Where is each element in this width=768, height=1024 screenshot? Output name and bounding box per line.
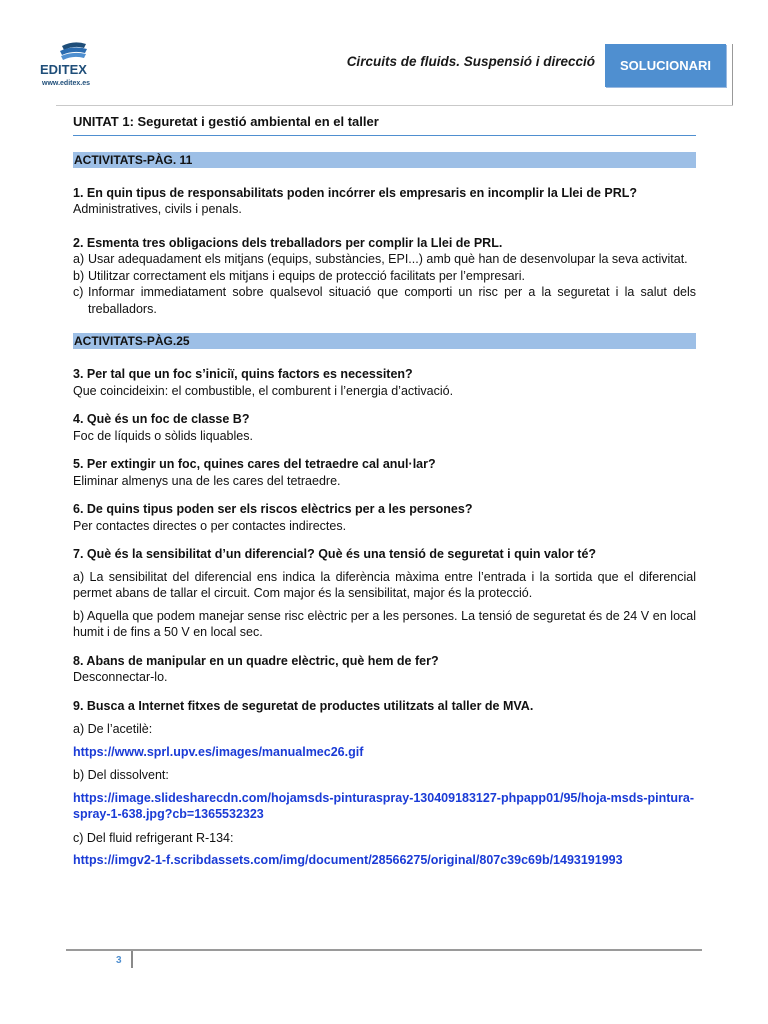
question-2: 2. Esmenta tres obligacions dels treballadors per complir la Llei de PRL. [73, 235, 503, 250]
question-9: 9. Busca a Internet fitxes de seguretat de productes utilitzats al taller de MVA. [73, 698, 534, 713]
answer-2-item [73, 284, 696, 317]
section-band-p25: ACTIVITATS-PÀG.25 [73, 333, 696, 349]
answer-9c-link[interactable]: https://imgv2-1-f.scribdassets.com/img/document/28566275/original/807c39c69b/1493191993 [73, 853, 623, 867]
question-7: 7. Què és la sensibilitat d’un diferencial? Què és una tensió de seguretat i quin valor té? [73, 547, 597, 561]
list-label: a) [73, 252, 85, 266]
question-4: 4. Què és un foc de classe B? [73, 412, 250, 426]
answer-4: Foc de líquids o sòlids liquables. [73, 428, 253, 443]
footer-divider [66, 949, 702, 951]
logo-site: www.editex.es [42, 80, 90, 87]
answer-9c-label: c) Del fluid refrigerant R-134: [73, 830, 234, 845]
document-title: Circuits de fluids. Suspensió i direcció [346, 54, 595, 69]
logo-wordmark: EDITEX [40, 62, 87, 77]
answer-9b-label: b) Del dissolvent: [73, 768, 169, 782]
editex-logo-icon [40, 40, 120, 80]
answer-5: Eliminar almenys una de les cares del tetraedre. [73, 473, 341, 488]
list-text: Utilitzar correctament els mitjans i equips de protecció facilitats per l’empresari. [88, 268, 525, 283]
question-6: 6. De quins tipus poden ser els riscos elèctrics per a les persones? [73, 502, 473, 516]
answer-9a-link[interactable]: https://www.sprl.upv.es/images/manualmec26.gif [73, 744, 364, 759]
answer-2-item [73, 268, 696, 285]
header-vertical-divider [732, 44, 733, 106]
solucionari-badge: SOLUCIONARI [605, 44, 726, 87]
list-text: Usar adequadament els mitjans (equips, substàncies, EPI...) amb què han de desenvolupar la seva activitat. [88, 252, 688, 266]
answer-1: Administratives, civils i penals. [73, 202, 242, 216]
list-text: Informar immediatament sobre qualsevol situació que comporti un risc per a la seguretat i la salut dels treballadors. [88, 285, 696, 316]
unit-title: UNITAT 1: Seguretat i gestió ambiental en el taller [73, 114, 696, 136]
answer-9b-link[interactable]: https://image.slidesharecdn.com/hojamsds-pinturaspray-130409183127-phpapp01/95/hoja-msds-pintura-spray-1-638.jpg?cb=1365532323 [73, 790, 695, 821]
list-label: b) [73, 268, 85, 283]
answer-9a-label: a) De l’acetilè: [73, 722, 153, 736]
page-number-bar [131, 951, 133, 968]
answer-6: Per contactes directes o per contactes indirectes. [73, 518, 347, 533]
answer-2-item [73, 251, 696, 268]
question-8: 8. Abans de manipular en un quadre elèctric, què hem de fer? [73, 653, 439, 668]
answer-7b: b) Aquella que podem manejar sense risc elèctric per a les persones. La tensió de seguretat és de 24 V en local humit i de fins a 50 V en local sec. [73, 608, 696, 639]
answer-7a: a) La sensibilitat del diferencial ens indica la diferència màxima entre l’entrada i la sortida que el diferencial permet abans de tallar el circuit. Com major és la sensibilitat, major és la protecció. [73, 569, 696, 600]
section-band-p11: ACTIVITATS-PÀG. 11 [73, 152, 696, 168]
answer-8: Desconnectar-lo. [73, 670, 168, 684]
header-divider [56, 105, 733, 106]
editex-logo [40, 40, 120, 95]
document-body [73, 112, 696, 869]
page-number: 3 [116, 955, 122, 966]
question-3: 3. Per tal que un foc s’iniciï, quins factors es necessiten? [73, 367, 413, 381]
answer-3: Que coincideixin: el combustible, el comburent i l’energia d’activació. [73, 383, 454, 398]
list-label: c) [73, 285, 84, 299]
question-1: 1. En quin tipus de responsabilitats poden incórrer els empresaris en incomplir la Llei de PRL? [73, 185, 638, 200]
question-5: 5. Per extingir un foc, quines cares del tetraedre cal anul·lar? [73, 457, 436, 471]
